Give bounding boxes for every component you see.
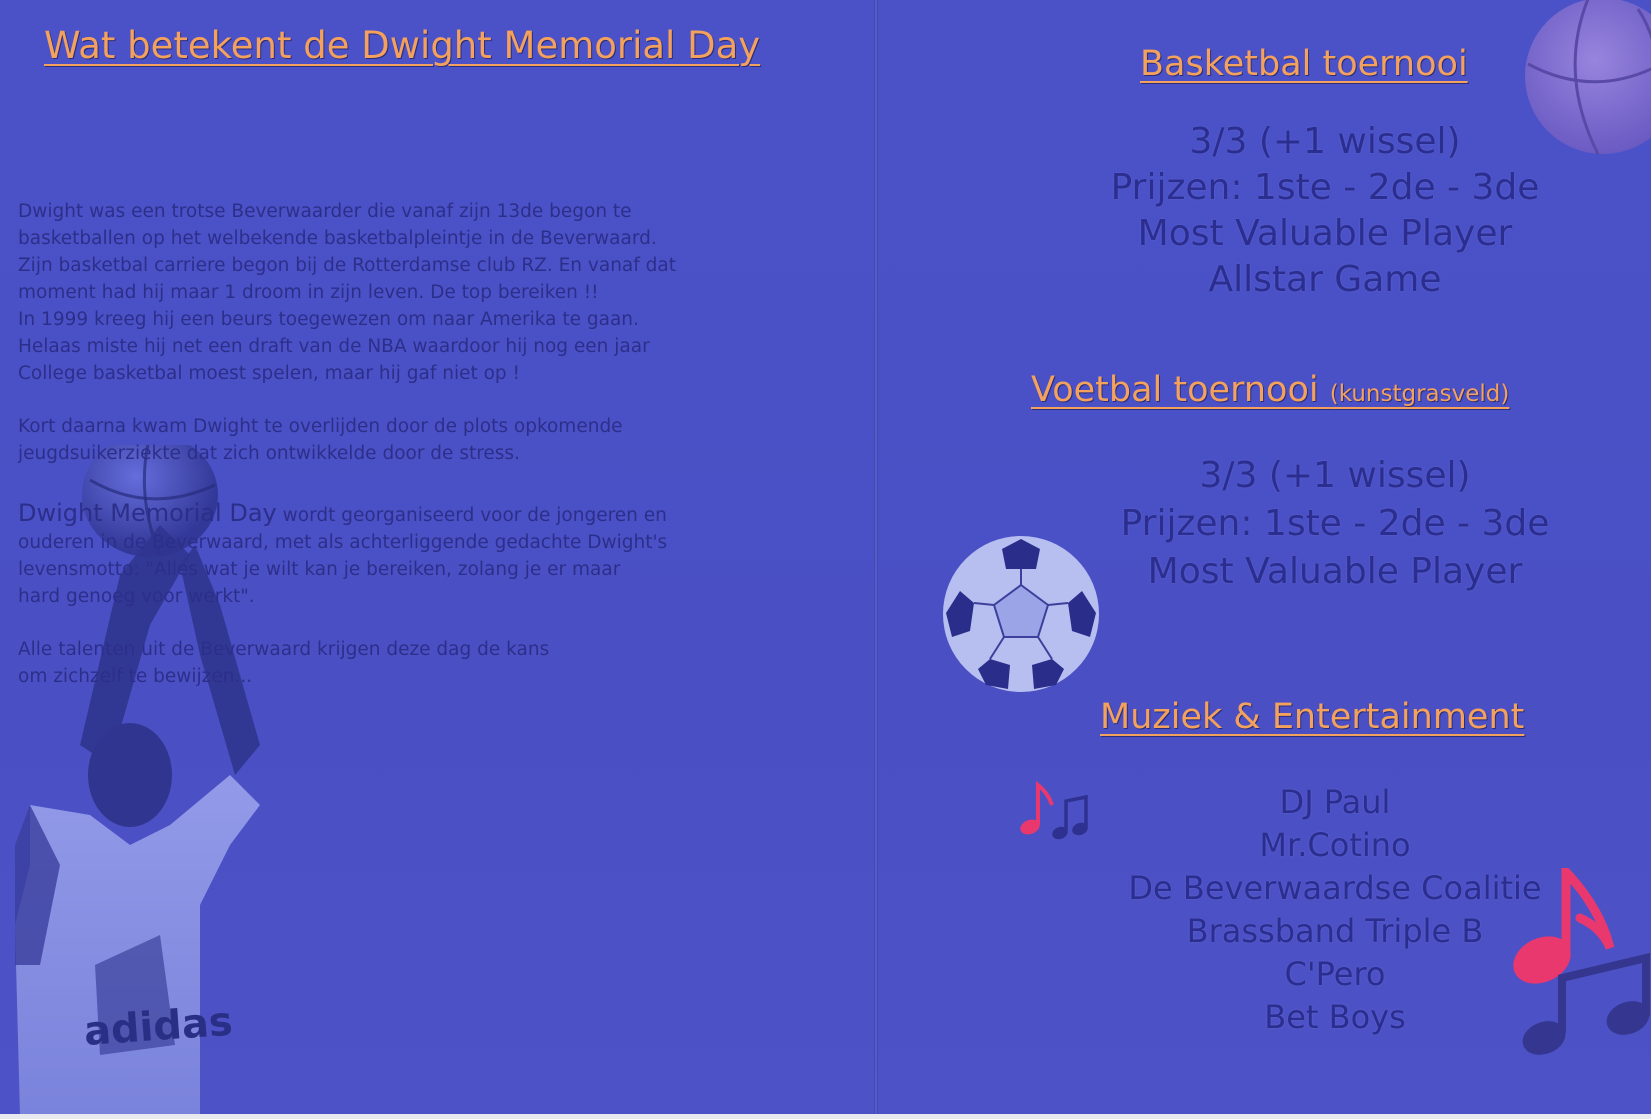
text-line: College basketbal moest spelen, maar hij gaf niet op ! <box>18 363 520 384</box>
basketball-heading: Basketbal toernooi <box>1140 44 1468 84</box>
music-notes-icon <box>1018 775 1088 845</box>
music-heading: Muziek & Entertainment <box>1100 697 1525 737</box>
text-line: hard genoeg voor werkt". <box>18 586 255 607</box>
detail-line: Most Valuable Player <box>1147 551 1523 592</box>
football-heading-main: Voetbal toernooi <box>1031 370 1319 410</box>
artist-item: Brassband Triple B <box>1186 912 1484 950</box>
paper-edge <box>0 1114 1651 1119</box>
text-line: moment had hij maar 1 droom in zijn leven. De top bereiken !! <box>18 282 599 303</box>
text-fragment: wordt georganiseerd voor de jongeren en <box>276 505 667 526</box>
text-line: ouderen in de Beverwaard, met als achterliggende gedachte Dwight's <box>18 532 668 553</box>
detail-line: 3/3 (+1 wissel) <box>1189 121 1461 162</box>
memorial-day-lead: Dwight Memorial Day <box>18 499 277 527</box>
detail-line: Most Valuable Player <box>1137 213 1513 254</box>
football-heading-sub: (kunstgrasveld) <box>1329 381 1510 407</box>
detail-line: Prijzen: 1ste - 2de - 3de <box>1110 167 1540 208</box>
detail-line: Prijzen: 1ste - 2de - 3de <box>1120 503 1550 544</box>
death-paragraph <box>18 413 838 467</box>
detail-line: 3/3 (+1 wissel) <box>1199 455 1471 496</box>
page-fold <box>874 0 878 1119</box>
artist-item: DJ Paul <box>1279 783 1391 821</box>
music-lineup <box>1080 783 1590 1044</box>
text-line: basketballen op het welbekende basketbalpleintje in de Beverwaard. <box>18 228 657 249</box>
football-heading <box>1031 370 1509 410</box>
text-line: Kort daarna kwam Dwight te overlijden door de plots opkomende <box>18 416 623 437</box>
text-line: In 1999 kreeg hij een beurs toegewezen om naar Amerika te gaan. <box>18 309 639 330</box>
text-line: Zijn basketbal carriere begon bij de Rotterdamse club RZ. En vanaf dat <box>18 255 676 276</box>
text-line: Dwight was een trotse Beverwaarder die vanaf zijn 13de begon te <box>18 201 632 222</box>
artist-item: Mr.Cotino <box>1259 826 1411 864</box>
text-line: Helaas miste hij net een draft van de NBA waardoor hij nog een jaar <box>18 336 650 357</box>
text-line: Alle talenten uit de Beverwaard krijgen deze dag de kans <box>18 639 550 660</box>
detail-line: Allstar Game <box>1208 259 1442 300</box>
page-title: Wat betekent de Dwight Memorial Day <box>44 24 761 67</box>
football-details <box>1080 455 1590 602</box>
artist-item: C'Pero <box>1284 955 1386 993</box>
text-line <box>18 500 838 529</box>
text-line: om zichzelf te bewijzen... <box>18 666 253 687</box>
intro-paragraph <box>18 198 838 387</box>
talent-paragraph <box>18 636 838 690</box>
soccer-ball-icon <box>940 533 1102 695</box>
basketball-details <box>1060 121 1590 308</box>
text-line: levensmotto: "Alles wat je wilt kan je bereiken, zolang je er maar <box>18 559 621 580</box>
text-line: jeugdsuikerziekte dat zich ontwikkelde door de stress. <box>18 443 520 464</box>
artist-item: De Beverwaardse Coalitie <box>1128 869 1542 907</box>
memorial-paragraph <box>18 500 838 610</box>
jersey-text: adidas <box>82 998 235 1055</box>
artist-item: Bet Boys <box>1264 998 1406 1036</box>
